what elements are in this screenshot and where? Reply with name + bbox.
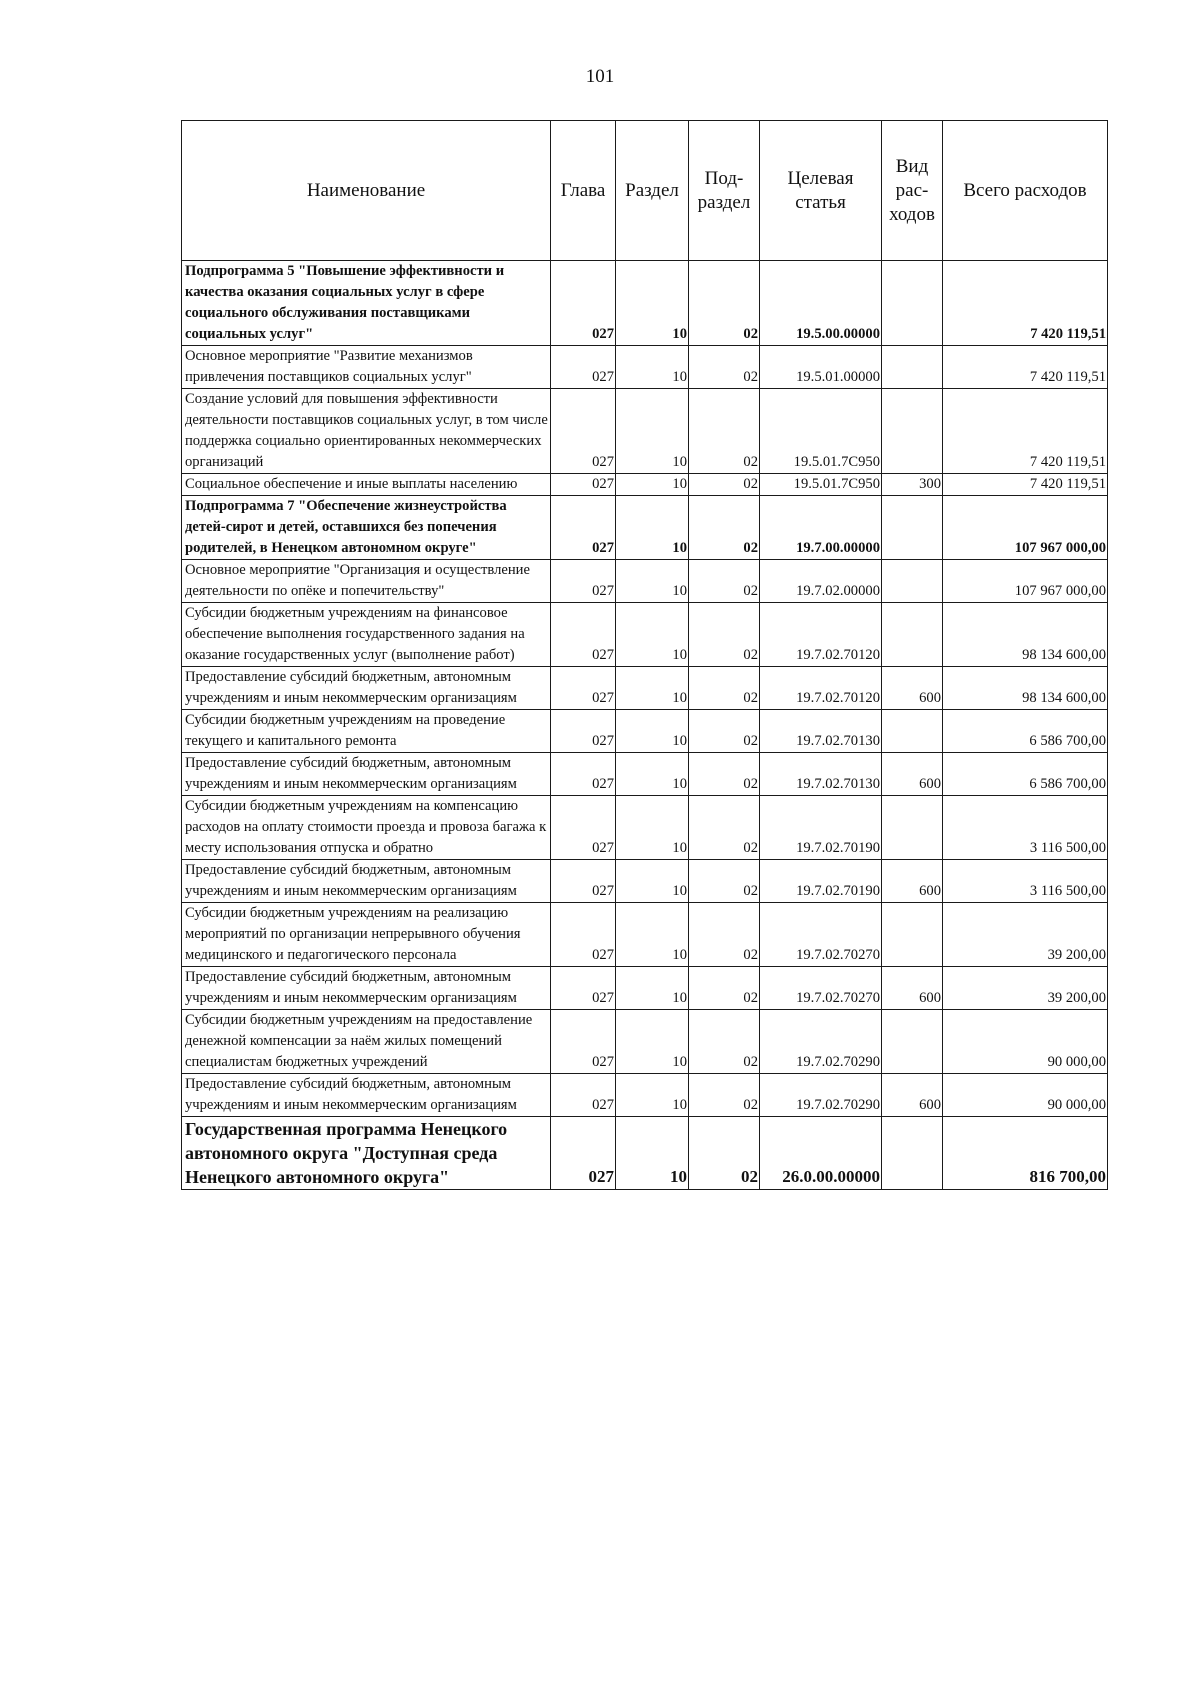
row-section-cell: 10 — [616, 1010, 689, 1074]
table-row — [182, 560, 1108, 603]
row-target-cell: 19.7.02.70190 — [760, 796, 882, 860]
row-subsection-cell: 02 — [689, 1074, 760, 1117]
row-subsection-cell: 02 — [689, 860, 760, 903]
row-total-cell: 98 134 600,00 — [943, 667, 1108, 710]
row-name-cell: Предоставление субсидий бюджетным, автономным учреждениям и иным некоммерческим организациям — [182, 753, 551, 796]
row-name-cell: Подпрограмма 5 "Повышение эффективности и качества оказания социальных услуг в сфере социального обслуживания поставщиками социальных услуг" — [182, 261, 551, 346]
row-subsection-cell: 02 — [689, 603, 760, 667]
row-subsection-cell: 02 — [689, 1010, 760, 1074]
row-subsection-cell: 02 — [689, 474, 760, 496]
row-section-cell: 10 — [616, 753, 689, 796]
table-row — [182, 667, 1108, 710]
row-name-cell: Предоставление субсидий бюджетным, автономным учреждениям и иным некоммерческим организациям — [182, 860, 551, 903]
row-total-cell: 39 200,00 — [943, 967, 1108, 1010]
row-target-cell: 19.5.01.00000 — [760, 346, 882, 389]
row-kind-cell — [882, 710, 943, 753]
table-row — [182, 1117, 1108, 1190]
row-target-cell: 19.7.02.70270 — [760, 903, 882, 967]
row-name-cell: Субсидии бюджетным учреждениям на предоставление денежной компенсации за наём жилых помещений специалистам бюджетных учреждений — [182, 1010, 551, 1074]
table-row — [182, 860, 1108, 903]
row-chapter-cell: 027 — [551, 560, 616, 603]
row-kind-cell — [882, 261, 943, 346]
header-kind: Вид рас- ходов — [882, 121, 943, 261]
row-chapter-cell: 027 — [551, 389, 616, 474]
row-subsection-cell: 02 — [689, 967, 760, 1010]
row-total-cell: 7 420 119,51 — [943, 346, 1108, 389]
row-kind-cell: 600 — [882, 967, 943, 1010]
table-body — [182, 261, 1108, 1190]
row-subsection-cell: 02 — [689, 753, 760, 796]
row-section-cell: 10 — [616, 474, 689, 496]
row-section-cell: 10 — [616, 496, 689, 560]
row-name-cell: Предоставление субсидий бюджетным, автономным учреждениям и иным некоммерческим организациям — [182, 1074, 551, 1117]
row-kind-cell: 600 — [882, 753, 943, 796]
row-target-cell: 19.7.02.70290 — [760, 1074, 882, 1117]
row-chapter-cell: 027 — [551, 496, 616, 560]
row-target-cell: 19.7.00.00000 — [760, 496, 882, 560]
row-subsection-cell: 02 — [689, 1117, 760, 1190]
row-name-cell: Предоставление субсидий бюджетным, автономным учреждениям и иным некоммерческим организациям — [182, 967, 551, 1010]
page-number: 101 — [585, 66, 615, 87]
table-header-row — [182, 121, 1108, 261]
row-name-cell: Государственная программа Ненецкого автономного округа "Доступная среда Ненецкого автономного округа" — [182, 1117, 551, 1190]
row-chapter-cell: 027 — [551, 603, 616, 667]
row-subsection-cell: 02 — [689, 389, 760, 474]
row-total-cell: 7 420 119,51 — [943, 261, 1108, 346]
row-total-cell: 90 000,00 — [943, 1010, 1108, 1074]
row-chapter-cell: 027 — [551, 903, 616, 967]
row-chapter-cell: 027 — [551, 710, 616, 753]
table-row — [182, 474, 1108, 496]
row-target-cell: 19.5.00.00000 — [760, 261, 882, 346]
row-kind-cell — [882, 903, 943, 967]
row-kind-cell: 600 — [882, 1074, 943, 1117]
row-total-cell: 3 116 500,00 — [943, 796, 1108, 860]
expenditure-table — [181, 120, 1108, 1190]
row-total-cell: 816 700,00 — [943, 1117, 1108, 1190]
row-chapter-cell: 027 — [551, 860, 616, 903]
row-name-cell: Подпрограмма 7 "Обеспечение жизнеустройства детей-сирот и детей, оставшихся без попечения родителей, в Ненецком автономном округе" — [182, 496, 551, 560]
row-kind-cell: 600 — [882, 667, 943, 710]
row-name-cell: Субсидии бюджетным учреждениям на компенсацию расходов на оплату стоимости проезда и провоза багажа к месту использования отпуска и обратно — [182, 796, 551, 860]
row-section-cell: 10 — [616, 261, 689, 346]
row-section-cell: 10 — [616, 710, 689, 753]
row-section-cell: 10 — [616, 967, 689, 1010]
row-subsection-cell: 02 — [689, 796, 760, 860]
row-kind-cell — [882, 1117, 943, 1190]
row-name-cell: Основное мероприятие "Развитие механизмов привлечения поставщиков социальных услуг" — [182, 346, 551, 389]
row-total-cell: 39 200,00 — [943, 903, 1108, 967]
table-row — [182, 967, 1108, 1010]
header-name: Наименование — [182, 121, 551, 261]
row-name-cell: Субсидии бюджетным учреждениям на реализацию мероприятий по организации непрерывного обучения медицинского и педагогического персонала — [182, 903, 551, 967]
row-subsection-cell: 02 — [689, 903, 760, 967]
row-target-cell: 19.7.02.70270 — [760, 967, 882, 1010]
row-name-cell: Создание условий для повышения эффективности деятельности поставщиков социальных услуг, в том числе поддержка социально ориентированных некоммерческих организаций — [182, 389, 551, 474]
header-chapter: Глава — [551, 121, 616, 261]
row-name-cell: Предоставление субсидий бюджетным, автономным учреждениям и иным некоммерческим организациям — [182, 667, 551, 710]
row-total-cell: 107 967 000,00 — [943, 560, 1108, 603]
row-chapter-cell: 027 — [551, 796, 616, 860]
row-chapter-cell: 027 — [551, 346, 616, 389]
table-row — [182, 496, 1108, 560]
row-kind-cell — [882, 346, 943, 389]
row-total-cell: 7 420 119,51 — [943, 389, 1108, 474]
table-row — [182, 710, 1108, 753]
row-subsection-cell: 02 — [689, 346, 760, 389]
row-target-cell: 19.7.02.70190 — [760, 860, 882, 903]
row-total-cell: 98 134 600,00 — [943, 603, 1108, 667]
row-target-cell: 19.5.01.7С950 — [760, 474, 882, 496]
row-target-cell: 19.7.02.70120 — [760, 603, 882, 667]
table-row — [182, 346, 1108, 389]
row-chapter-cell: 027 — [551, 1010, 616, 1074]
row-section-cell: 10 — [616, 603, 689, 667]
row-kind-cell — [882, 796, 943, 860]
row-total-cell: 7 420 119,51 — [943, 474, 1108, 496]
row-total-cell: 6 586 700,00 — [943, 753, 1108, 796]
row-name-cell: Субсидии бюджетным учреждениям на финансовое обеспечение выполнения государственного задания на оказание государственных услуг (выполнение работ) — [182, 603, 551, 667]
row-target-cell: 19.7.02.70120 — [760, 667, 882, 710]
header-subsection: Под- раздел — [689, 121, 760, 261]
row-section-cell: 10 — [616, 560, 689, 603]
row-kind-cell — [882, 1010, 943, 1074]
row-target-cell: 19.7.02.00000 — [760, 560, 882, 603]
table-row — [182, 753, 1108, 796]
row-target-cell: 19.5.01.7С950 — [760, 389, 882, 474]
row-target-cell: 19.7.02.70290 — [760, 1010, 882, 1074]
row-section-cell: 10 — [616, 1117, 689, 1190]
row-chapter-cell: 027 — [551, 261, 616, 346]
row-target-cell: 19.7.02.70130 — [760, 753, 882, 796]
table-row — [182, 796, 1108, 860]
row-section-cell: 10 — [616, 389, 689, 474]
row-name-cell: Субсидии бюджетным учреждениям на проведение текущего и капитального ремонта — [182, 710, 551, 753]
row-total-cell: 90 000,00 — [943, 1074, 1108, 1117]
row-chapter-cell: 027 — [551, 1074, 616, 1117]
row-section-cell: 10 — [616, 796, 689, 860]
row-total-cell: 107 967 000,00 — [943, 496, 1108, 560]
row-section-cell: 10 — [616, 903, 689, 967]
row-total-cell: 6 586 700,00 — [943, 710, 1108, 753]
row-kind-cell — [882, 603, 943, 667]
row-kind-cell: 600 — [882, 860, 943, 903]
table-row — [182, 389, 1108, 474]
row-section-cell: 10 — [616, 667, 689, 710]
row-name-cell: Социальное обеспечение и иные выплаты населению — [182, 474, 551, 496]
row-section-cell: 10 — [616, 860, 689, 903]
row-subsection-cell: 02 — [689, 496, 760, 560]
row-target-cell: 26.0.00.00000 — [760, 1117, 882, 1190]
row-chapter-cell: 027 — [551, 474, 616, 496]
row-chapter-cell: 027 — [551, 753, 616, 796]
header-section: Раздел — [616, 121, 689, 261]
row-section-cell: 10 — [616, 1074, 689, 1117]
table-row — [182, 1074, 1108, 1117]
row-kind-cell — [882, 560, 943, 603]
row-subsection-cell: 02 — [689, 261, 760, 346]
row-kind-cell — [882, 496, 943, 560]
table-row — [182, 903, 1108, 967]
table-row — [182, 1010, 1108, 1074]
row-chapter-cell: 027 — [551, 967, 616, 1010]
row-subsection-cell: 02 — [689, 710, 760, 753]
header-total: Всего расходов — [943, 121, 1108, 261]
row-kind-cell — [882, 389, 943, 474]
row-section-cell: 10 — [616, 346, 689, 389]
row-kind-cell: 300 — [882, 474, 943, 496]
row-subsection-cell: 02 — [689, 560, 760, 603]
row-target-cell: 19.7.02.70130 — [760, 710, 882, 753]
row-subsection-cell: 02 — [689, 667, 760, 710]
header-target: Целевая статья — [760, 121, 882, 261]
row-name-cell: Основное мероприятие "Организация и осуществление деятельности по опёке и попечительству" — [182, 560, 551, 603]
table-row — [182, 603, 1108, 667]
row-chapter-cell: 027 — [551, 1117, 616, 1190]
table-row — [182, 261, 1108, 346]
row-total-cell: 3 116 500,00 — [943, 860, 1108, 903]
row-chapter-cell: 027 — [551, 667, 616, 710]
